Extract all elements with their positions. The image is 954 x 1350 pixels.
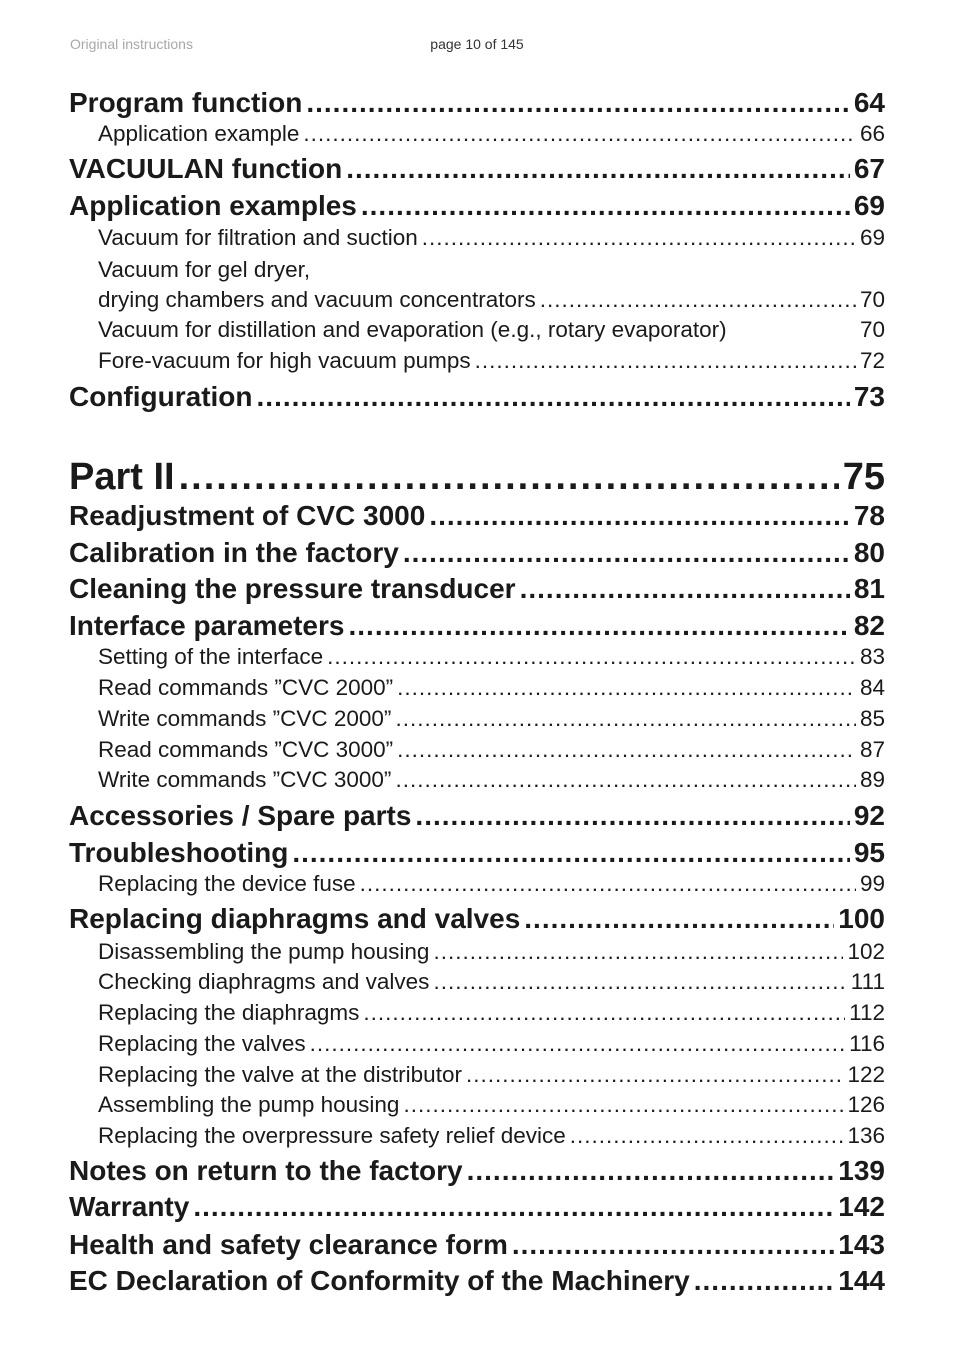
toc-entry-page: 136 xyxy=(847,1123,885,1148)
toc-chapter-entry[interactable] xyxy=(69,537,885,569)
toc-chapter-entry[interactable] xyxy=(69,1265,885,1297)
toc-entry-title: Write commands ”CVC 3000” xyxy=(98,767,392,792)
toc-entry-page: 78 xyxy=(853,500,885,531)
toc-entry-title: Application examples xyxy=(69,190,357,221)
toc-entry-title: Write commands ”CVC 2000” xyxy=(98,706,392,731)
dot-leader xyxy=(346,153,850,185)
dot-leader xyxy=(397,675,856,701)
toc-entry-page: 95 xyxy=(853,837,885,868)
toc-chapter-entry[interactable] xyxy=(69,153,885,185)
toc-section-entry[interactable] xyxy=(98,706,885,732)
toc-section-entry[interactable] xyxy=(98,1092,885,1118)
dot-leader xyxy=(429,500,850,532)
toc-entry-title: Part II xyxy=(69,456,175,498)
toc-entry-page: 84 xyxy=(859,675,885,700)
toc-chapter-entry[interactable] xyxy=(69,610,885,642)
toc-entry-page: 126 xyxy=(847,1092,885,1117)
toc-entry-page: 139 xyxy=(838,1155,885,1186)
dot-leader xyxy=(415,800,849,832)
dot-leader xyxy=(292,837,850,869)
dot-leader xyxy=(540,287,856,313)
toc-section-entry[interactable] xyxy=(98,1062,885,1088)
toc-section-entry[interactable] xyxy=(98,644,885,670)
toc-entry-title: Replacing the overpressure safety relief device xyxy=(98,1123,566,1148)
toc-entry-page: 111 xyxy=(850,969,885,994)
toc-section-entry[interactable] xyxy=(98,767,885,793)
toc-entry-title: Replacing the valve at the distributor xyxy=(98,1062,462,1087)
toc-entry-page: 67 xyxy=(853,153,885,184)
dot-leader xyxy=(397,737,856,763)
toc-entry-title: Troubleshooting xyxy=(69,837,289,868)
toc-entry-title: Disassembling the pump housing xyxy=(98,939,430,964)
dot-leader xyxy=(303,121,856,147)
toc-entry-page: 66 xyxy=(859,121,885,146)
toc-entry-title: drying chambers and vacuum concentrators xyxy=(98,287,536,312)
toc-entry-page: 69 xyxy=(853,190,885,221)
toc-entry-page: 92 xyxy=(853,800,885,831)
toc-entry-page: 70 xyxy=(859,317,885,342)
toc-entry-title: Replacing diaphragms and valves xyxy=(69,903,521,934)
toc-section-entry[interactable] xyxy=(98,1031,885,1057)
toc-section-entry[interactable] xyxy=(98,317,885,343)
toc-chapter-entry[interactable] xyxy=(69,190,885,222)
toc-entry-title: Replacing the diaphragms xyxy=(98,1000,360,1025)
dot-leader xyxy=(193,1191,834,1223)
toc-entry-title: Setting of the interface xyxy=(98,644,324,669)
dot-leader xyxy=(348,610,849,642)
toc-entry-text: Vacuum for gel dryer, xyxy=(98,257,311,282)
toc-part-entry[interactable] xyxy=(69,455,885,499)
toc-section-entry[interactable] xyxy=(98,287,885,313)
dot-leader xyxy=(433,969,846,995)
toc-entry-title: VACUULAN function xyxy=(69,153,343,184)
toc-section-entry[interactable] xyxy=(98,969,885,995)
toc-entry-page: 85 xyxy=(859,706,885,731)
dot-leader xyxy=(512,1229,834,1261)
toc-chapter-entry[interactable] xyxy=(69,903,885,935)
toc-entry-title: Calibration in the factory xyxy=(69,537,399,568)
toc-chapter-entry[interactable] xyxy=(69,500,885,532)
dot-leader xyxy=(310,1031,846,1057)
toc-entry-title: Cleaning the pressure transducer xyxy=(69,573,516,604)
toc-entry-title: Read commands ”CVC 2000” xyxy=(98,675,394,700)
toc-chapter-entry[interactable] xyxy=(69,1191,885,1223)
toc-entry-title: Fore-vacuum for high vacuum pumps xyxy=(98,348,471,373)
dot-leader xyxy=(257,381,850,413)
toc-chapter-entry[interactable] xyxy=(69,573,885,605)
toc-entry-page: 100 xyxy=(838,903,885,934)
toc-chapter-entry[interactable] xyxy=(69,1229,885,1261)
toc-entry-title: Health and safety clearance form xyxy=(69,1229,508,1260)
toc-entry-page: 87 xyxy=(859,737,885,762)
toc-entry-title: Read commands ”CVC 3000” xyxy=(98,737,394,762)
dot-leader xyxy=(360,871,856,897)
toc-entry-page: 112 xyxy=(849,1000,885,1025)
toc-section-entry[interactable] xyxy=(98,225,885,251)
toc-entry-page: 82 xyxy=(853,610,885,641)
dot-leader xyxy=(361,190,850,222)
toc-section-entry[interactable] xyxy=(98,348,885,374)
dot-leader xyxy=(433,939,843,965)
dot-leader xyxy=(395,767,856,793)
toc-section-entry[interactable] xyxy=(98,737,885,763)
dot-leader xyxy=(467,1155,835,1187)
dot-leader xyxy=(466,1062,843,1088)
toc-entry-title: Application example xyxy=(98,121,300,146)
dot-leader xyxy=(327,644,856,670)
dot-leader xyxy=(524,903,834,935)
toc-entry-page: 64 xyxy=(853,87,885,118)
toc-entry-page: 89 xyxy=(859,767,885,792)
toc-entry-page: 73 xyxy=(853,381,885,412)
toc-section-entry[interactable] xyxy=(98,939,885,965)
toc-entry-page: 75 xyxy=(842,456,885,498)
dot-leader xyxy=(475,348,856,374)
toc-entry-title: EC Declaration of Conformity of the Machinery xyxy=(69,1265,690,1296)
toc-entry-page: 144 xyxy=(838,1265,885,1296)
toc-section-entry[interactable] xyxy=(98,1123,885,1149)
dot-leader xyxy=(395,706,856,732)
dot-leader xyxy=(422,225,856,251)
toc-entry-title: Assembling the pump housing xyxy=(98,1092,400,1117)
toc-chapter-entry[interactable] xyxy=(69,87,885,119)
toc-entry-title: Checking diaphragms and valves xyxy=(98,969,430,994)
toc-entry-title: Program function xyxy=(69,87,303,118)
toc-entry-title: Notes on return to the factory xyxy=(69,1155,463,1186)
dot-leader xyxy=(570,1123,844,1149)
toc-section-entry[interactable] xyxy=(98,675,885,701)
toc-section-entry[interactable] xyxy=(98,871,885,897)
toc-entry-page: 116 xyxy=(849,1031,885,1056)
toc-entry-title: Replacing the valves xyxy=(98,1031,306,1056)
dot-leader xyxy=(520,573,850,605)
dot-leader xyxy=(403,1092,843,1118)
toc-entry-page: 102 xyxy=(847,939,885,964)
toc-entry-page: 70 xyxy=(859,287,885,312)
toc-entry-title: Configuration xyxy=(69,381,253,412)
toc-entry-page: 81 xyxy=(853,573,885,604)
toc-entry-title: Interface parameters xyxy=(69,610,345,641)
header-page-number: page 10 of 145 xyxy=(430,36,524,52)
toc-chapter-entry[interactable] xyxy=(69,800,885,832)
toc-entry-page: 142 xyxy=(838,1191,885,1222)
toc-entry-page: 80 xyxy=(853,537,885,568)
dot-leader xyxy=(363,1000,845,1026)
toc-entry-page: 69 xyxy=(859,225,885,250)
dot-leader xyxy=(403,537,850,569)
toc-entry-page: 143 xyxy=(838,1229,885,1260)
toc-entry-page: 99 xyxy=(859,871,885,896)
toc-entry-page: 83 xyxy=(859,644,885,669)
toc-entry-page: 122 xyxy=(847,1062,885,1087)
toc-chapter-entry[interactable] xyxy=(69,837,885,869)
dot-leader xyxy=(306,87,850,119)
toc-entry-title: Warranty xyxy=(69,1191,190,1222)
header-document-type: Original instructions xyxy=(70,36,193,52)
toc-entry-title: Vacuum for filtration and suction xyxy=(98,225,418,250)
toc-section-entry[interactable] xyxy=(98,121,885,147)
toc-section-entry[interactable] xyxy=(98,1000,885,1026)
dot-leader xyxy=(694,1265,835,1297)
toc-entry-title: Readjustment of CVC 3000 xyxy=(69,500,426,531)
toc-entry-title: Vacuum for distillation and evaporation (e.g., rotary evaporator) xyxy=(98,317,727,342)
toc-chapter-entry[interactable] xyxy=(69,381,885,413)
toc-chapter-entry[interactable] xyxy=(69,1155,885,1187)
toc-entry-title: Replacing the device fuse xyxy=(98,871,356,896)
dot-leader xyxy=(179,455,839,499)
toc-entry-title: Accessories / Spare parts xyxy=(69,800,412,831)
toc-entry-page: 72 xyxy=(859,348,885,373)
